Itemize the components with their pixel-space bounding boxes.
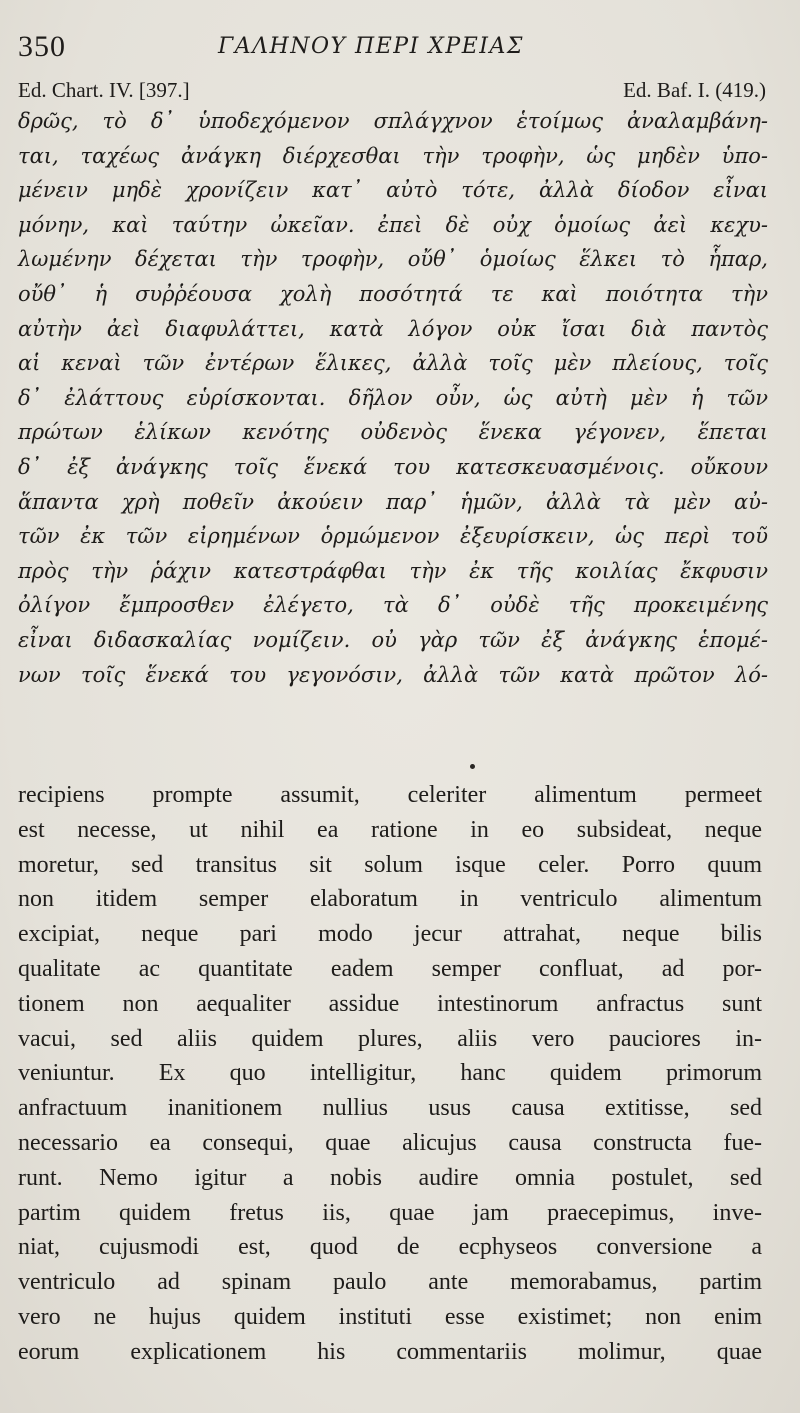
latin-line: moretur, sed transitus sit solum isque celer. Porro quum: [18, 851, 762, 878]
latin-line: non itidem semper elaboratum in ventriculo alimentum: [18, 886, 762, 913]
page-header: [18, 30, 770, 70]
greek-line: οὔθ᾿ ἡ συῤῥέουσα χολὴ ποσότητά τε καὶ ποιότητα τὴν: [18, 281, 768, 306]
latin-line: est necesse, ut nihil ea ratione in eo subsideat, neque: [18, 816, 762, 843]
page-number: 350: [18, 30, 66, 63]
greek-line: πρώτων ἑλίκων κενότης οὐδενὸς ἕνεκα γέγονεν, ἕπεται: [18, 420, 768, 445]
greek-line: λωμένην δέχεται τὴν τροφὴν, οὔθ᾿ ὁμοίως ἕλκει τὸ ἧπαρ,: [18, 247, 768, 272]
latin-line: necessario ea consequi, quae alicujus causa constructa fue-: [18, 1129, 762, 1156]
greek-line: νων τοῖς ἕνεκά του γεγονόσιν, ἀλλὰ τῶν κατὰ πρῶτον λό-: [18, 662, 768, 687]
running-title: ΓΑΛΗΝΟΥ ΠΕΡΙ ΧΡΕΙΑΣ: [218, 34, 524, 59]
greek-line: ται, ταχέως ἀνάγκη διέρχεσθαι τὴν τροφὴν, ὡς μηδὲν ὑπο-: [18, 143, 768, 168]
latin-line: recipiens prompte assumit, celeriter alimentum permeet: [18, 782, 762, 808]
greek-line: μόνην, καὶ ταύτην ὠκεῖαν. ἐπεὶ δὲ οὐχ ὁμοίως ἀεὶ κεχυ-: [18, 212, 768, 237]
latin-line: qualitate ac quantitate eadem semper confluat, ad por-: [18, 955, 762, 982]
latin-line: excipiat, neque pari modo jecur attrahat, neque bilis: [18, 921, 762, 948]
latin-line: partim quidem fretus iis, quae jam praecepimus, inve-: [18, 1199, 762, 1226]
greek-line: μένειν μηδὲ χρονίζειν κατ᾿ αὐτὸ τότε, ἀλλὰ δίοδον εἶναι: [18, 178, 768, 203]
latin-line: vacui, sed aliis quidem plures, aliis vero pauciores in-: [18, 1025, 762, 1052]
greek-line: ὀλίγον ἔμπροσθεν ἐλέγετο, τὰ δ᾿ οὐδὲ τῆς προκειμένης: [18, 593, 768, 618]
greek-line: αἱ κεναὶ τῶν ἐντέρων ἕλικες, ἀλλὰ τοῖς μὲν πλείους, τοῖς: [18, 351, 768, 376]
latin-line: niat, cujusmodi est, quod de ecphyseos conversione a: [18, 1234, 762, 1261]
latin-line: tionem non aequaliter assidue intestinorum anfractus sunt: [18, 990, 762, 1017]
latin-line: runt. Nemo igitur a nobis audire omnia postulet, sed: [18, 1164, 762, 1191]
greek-line: εἶναι διδασκαλίας νομίζειν. οὐ γὰρ τῶν ἐξ ἀνάγκης ἑπομέ-: [18, 627, 768, 652]
latin-line: eorum explicationem his commentariis molimur, quae: [18, 1338, 762, 1365]
edition-basel-reference: Ed. Baf. I. (419.): [623, 78, 766, 102]
greek-line: πρὸς τὴν ῥάχιν κατεστράφθαι τὴν ἐκ τῆς κοιλίας ἔκφυσιν: [18, 558, 768, 583]
greek-line: τῶν ἐκ τῶν εἰρημένων ὁρμώμενον ἐξευρίσκειν, ὡς περὶ τοῦ: [18, 524, 768, 549]
ink-speck: [470, 764, 475, 769]
latin-line: ventriculo ad spinam paulo ante memorabamus, partim: [18, 1269, 762, 1296]
greek-line: αὐτὴν ἀεὶ διαφυλάττει, κατὰ λόγον οὐκ ἴσαι διὰ παντὸς: [18, 316, 768, 341]
latin-line: vero ne hujus quidem instituti esse existimet; non enim: [18, 1303, 762, 1330]
latin-text-block: [18, 778, 762, 1370]
greek-text-block: [18, 104, 768, 692]
greek-line: δ᾿ ἐλάττους εὑρίσκονται. δῆλον οὖν, ὡς αὐτὴ μὲν ἡ τῶν: [18, 385, 768, 410]
edition-chart-reference: Ed. Chart. IV. [397.]: [18, 78, 190, 102]
greek-line: ἅπαντα χρὴ ποθεῖν ἀκούειν παρ᾿ ἡμῶν, ἀλλὰ τὰ μὲν αὐ-: [18, 489, 768, 514]
greek-line: δρῶς, τὸ δ᾿ ὑποδεχόμενον σπλάγχνον ἑτοίμως ἀναλαμβάνη-: [18, 109, 768, 133]
latin-line: anfractuum inanitionem nullius usus causa extitisse, sed: [18, 1095, 762, 1122]
latin-line: veniuntur. Ex quo intelligitur, hanc quidem primorum: [18, 1060, 762, 1087]
greek-line: δ᾿ ἐξ ἀνάγκης τοῖς ἕνεκά του κατεσκευασμένοις. οὔκουν: [18, 454, 768, 479]
